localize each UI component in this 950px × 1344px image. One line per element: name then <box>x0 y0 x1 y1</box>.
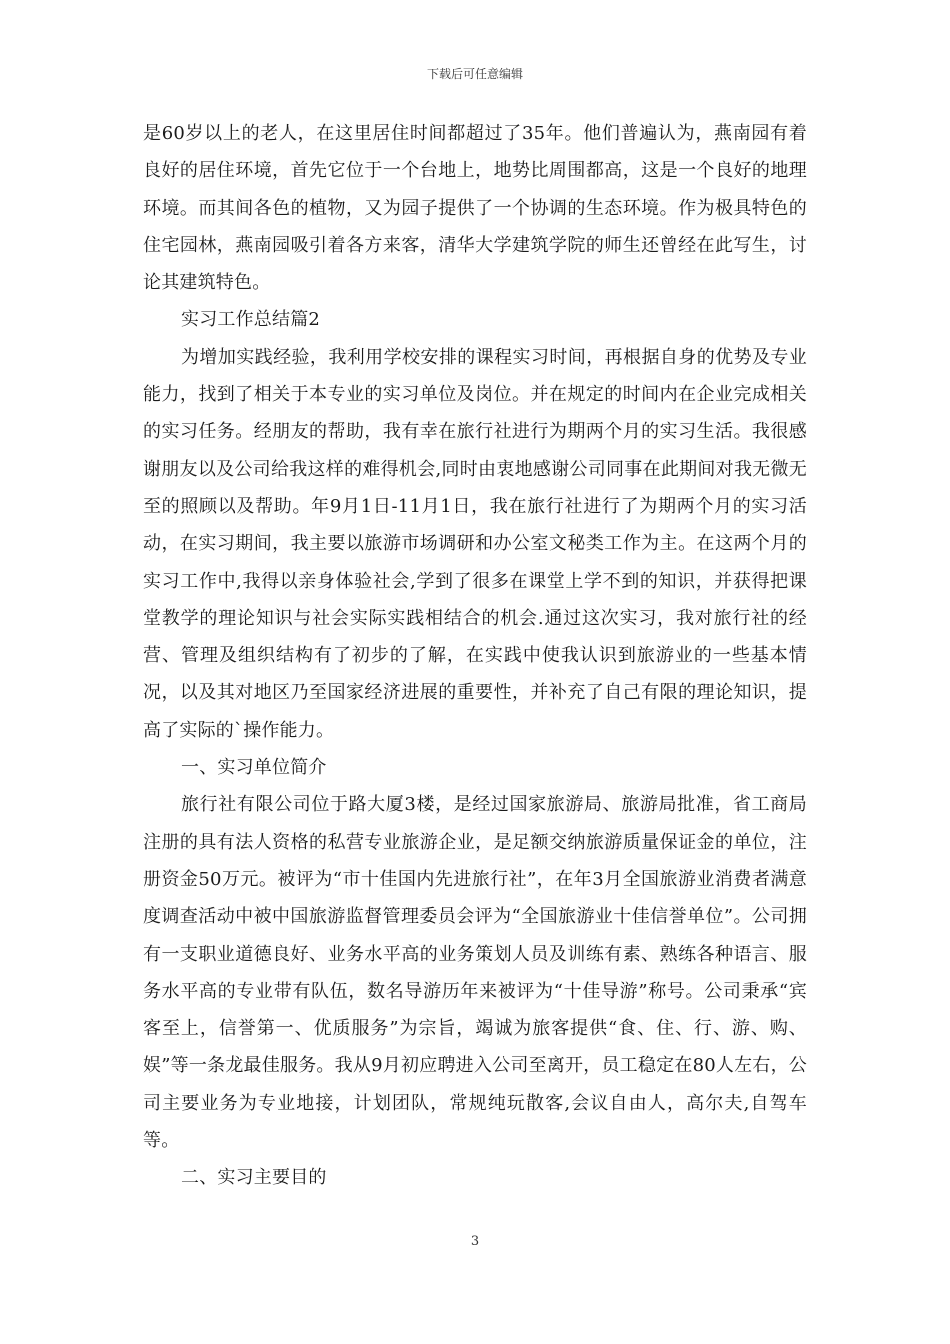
section-heading-unit-intro: 一、实习单位简介 <box>181 757 327 779</box>
paragraph-unit-intro: 旅行社有限公司位于路大厦3楼，是经过国家旅游局、旅游局批准，省工商局注册的具有法人资格的私营专业旅游企业，是足额交纳旅游质量保证金的单位，注册资金50万元。被评为“市十佳国内先进旅行社”，在年3月全国旅游业消费者满意度调查活动中被中国旅游监督管理委员会评为“全国旅游业十佳信誉单位”。公司拥有一支职业道德良好、业务水平高的业务策划人员及训练有素、熟练各种语言、服务水平高的专业带有队伍，数名导游历年来被评为“十佳导游”称号。公司秉承“宾客至上，信誉第一、优质服务”为宗旨，竭诚为旅客提供“食、住、行、游、购、娱”等一条龙最佳服务。我从9月初应聘进入公司至离开，员工稳定在80人左右，公司主要业务为专业地接，计划团队，常规纯玩散客,会议自由人，高尔夫,自驾车等。 <box>143 794 807 1152</box>
paragraph-continuation: 是60岁以上的老人，在这里居住时间都超过了35年。他们普遍认为，燕南园有着良好的居住环境，首先它位于一个台地上，地势比周围都高，这是一个良好的地理环境。而其间各色的植物，又为园子提供了一个协调的生态环境。作为极具特色的住宅园林，燕南园吸引着各方来客，清华大学建筑学院的师生还曾经在此写生，讨论其建筑特色。 <box>143 123 807 294</box>
section-heading-summary-2: 实习工作总结篇2 <box>181 309 321 331</box>
document-body <box>143 115 807 1197</box>
section-heading-main-purpose: 二、实习主要目的 <box>181 1167 327 1189</box>
paragraph-intro: 为增加实践经验，我利用学校安排的课程实习时间，再根据自身的优势及专业能力，找到了相关于本专业的实习单位及岗位。并在规定的时间内在企业完成相关的实习任务。经朋友的帮助，我有幸在旅行社进行为期两个月的实习生活。我很感谢朋友以及公司给我这样的难得机会,同时由衷地感谢公司同事在此期间对我无微无至的照顾以及帮助。年9月1日-11月1日，我在旅行社进行了为期两个月的实习活动，在实习期间，我主要以旅游市场调研和办公室文秘类工作为主。在这两个月的实习工作中,我得以亲身体验社会,学到了很多在课堂上学不到的知识，并获得把课堂教学的理论知识与社会实际实践相结合的机会.通过这次实习，我对旅行社的经营、管理及组织结构有了初步的了解，在实践中使我认识到旅游业的一些基本情况，以及其对地区乃至国家经济进展的重要性，并补充了自己有限的理论知识，提高了实际的`操作能力。 <box>143 346 807 741</box>
page-header: 下载后可任意编辑 <box>426 67 523 81</box>
page-number: 3 <box>470 1234 480 1249</box>
